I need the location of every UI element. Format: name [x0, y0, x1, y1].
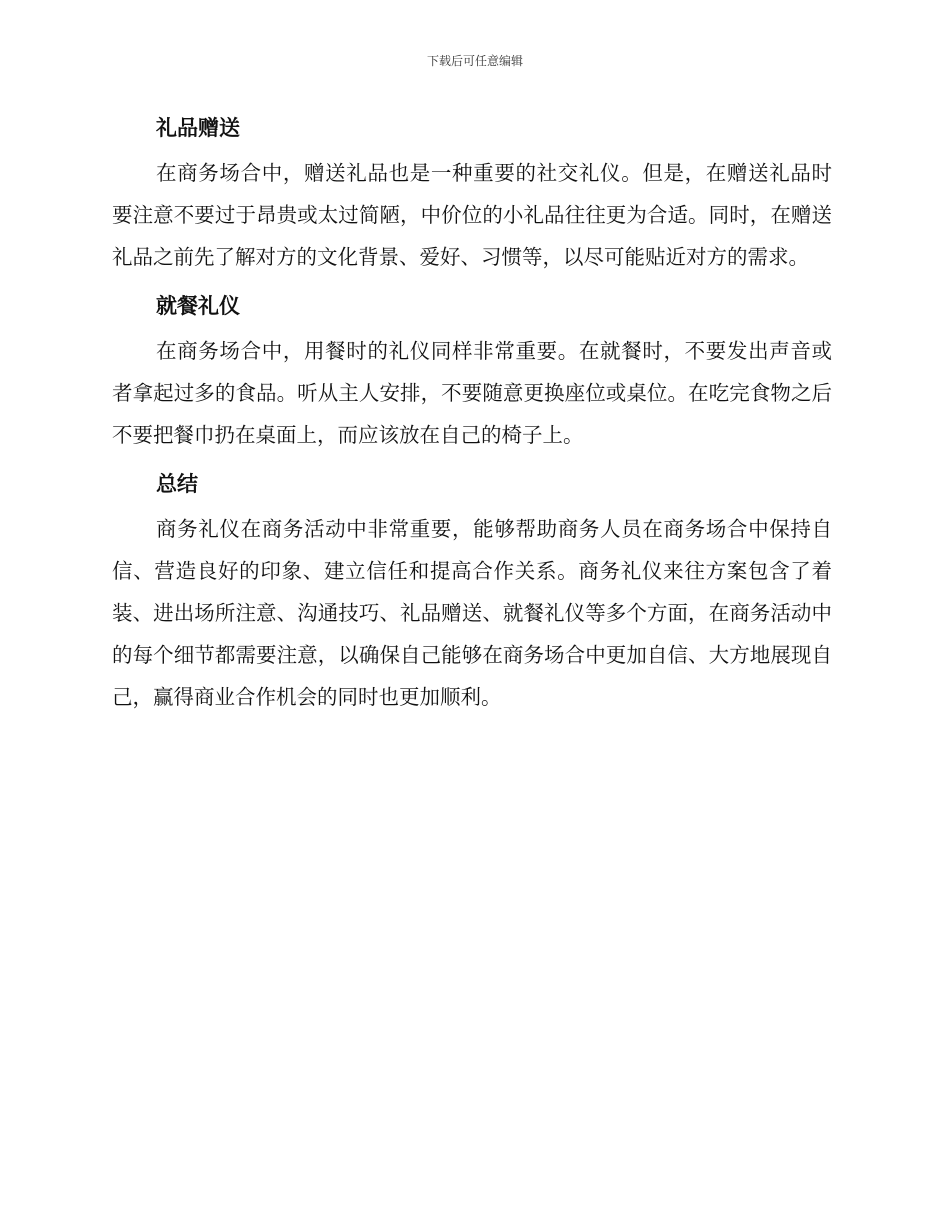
- section-paragraph-summary: 商务礼仪在商务活动中非常重要，能够帮助商务人员在商务场合中保持自信、营造良好的印象、建立信任和提高合作关系。商务礼仪来往方案包含了着装、进出场所注意、沟通技巧、礼品赠送、就餐礼仪等多个方面，在商务活动中的每个细节都需要注意，以确保自己能够在商务场合中更加自信、大方地展现自己，赢得商业合作机会的同时也更加顺利。: [112, 517, 832, 709]
- section-paragraph-dining: 在商务场合中，用餐时的礼仪同样非常重要。在就餐时，不要发出声音或者拿起过多的食品。听从主人安排，不要随意更换座位或桌位。在吃完食物之后不要把餐巾扔在桌面上，而应该放在自己的椅子上。: [112, 339, 832, 447]
- section-heading-gifts: 礼品赠送: [156, 116, 240, 140]
- section-paragraph-gifts: 在商务场合中，赠送礼品也是一种重要的社交礼仪。但是，在赠送礼品时要注意不要过于昂贵或太过简陋，中价位的小礼品往往更为合适。同时，在赠送礼品之前先了解对方的文化背景、爱好、习惯等，以尽可能贴近对方的需求。: [112, 161, 832, 269]
- document-body: [112, 108, 832, 718]
- section-heading-summary: 总结: [156, 472, 198, 496]
- section-heading-dining: 就餐礼仪: [156, 294, 240, 318]
- page-header-note: 下载后可任意编辑: [426, 54, 523, 68]
